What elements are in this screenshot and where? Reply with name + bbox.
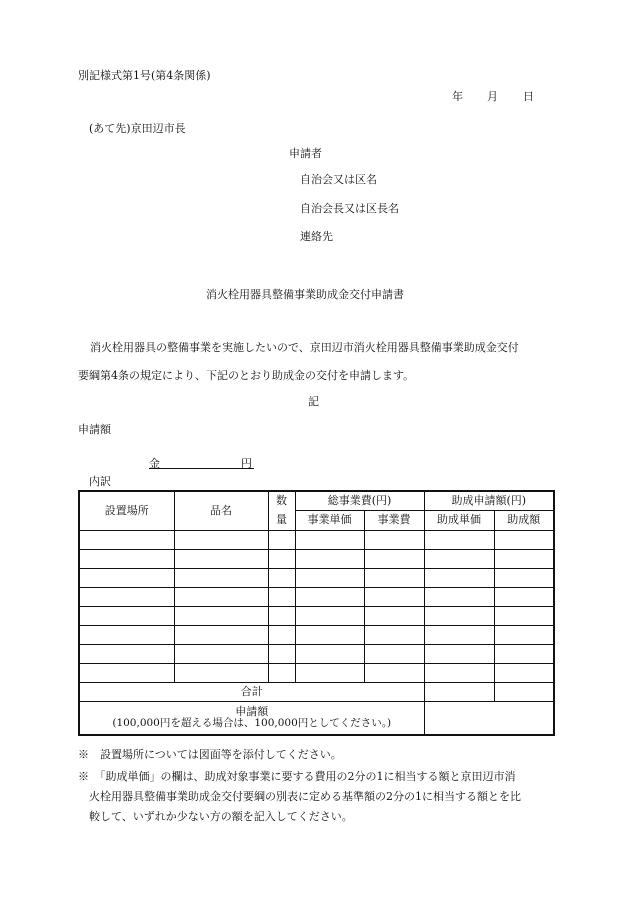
header-subsidy-unit: 助成単価 <box>424 511 494 531</box>
table-cell[interactable] <box>268 550 295 569</box>
table-cell[interactable] <box>295 645 364 664</box>
request-row-label: 申請額 <box>235 705 269 719</box>
table-cell[interactable] <box>174 550 268 569</box>
note-2-line-2: 火栓用器具整備事業助成金交付要綱の別表に定める基準額の2分の1に相当する額とを比 <box>78 790 521 803</box>
table-cell[interactable] <box>268 588 295 607</box>
table-body <box>79 531 554 683</box>
table-cell[interactable] <box>494 607 554 626</box>
table-cell[interactable] <box>295 550 364 569</box>
header-unit-cost: 事業単価 <box>295 511 364 531</box>
table-cell[interactable] <box>424 664 494 683</box>
applicant-field-contact: 連絡先 <box>300 230 333 243</box>
date-year: 年 <box>452 90 463 103</box>
table-cell[interactable] <box>174 645 268 664</box>
breakdown-table <box>78 490 555 736</box>
table-cell[interactable] <box>79 645 174 664</box>
table-row <box>79 626 554 645</box>
ki-marker: 記 <box>308 395 319 408</box>
body-line-1: 消火栓用器具の整備事業を実施したいので、京田辺市消火栓用器具整備事業助成金交付 <box>90 341 519 354</box>
document-title: 消火栓用器具整備事業助成金交付申請書 <box>206 288 404 301</box>
table-cell[interactable] <box>295 569 364 588</box>
header-subsidy: 助成申請額(円) <box>424 491 554 511</box>
table-cell[interactable] <box>494 588 554 607</box>
table-cell[interactable] <box>364 626 424 645</box>
table-cell[interactable] <box>364 664 424 683</box>
table-row <box>79 550 554 569</box>
header-cost: 事業費 <box>364 511 424 531</box>
amount-prefix: 金 <box>149 457 160 470</box>
note-2-line-3: 較して、いずれか少ない方の額を記入してください。 <box>78 810 353 823</box>
total-row <box>79 683 554 702</box>
total-label: 合計 <box>79 683 424 702</box>
table-cell[interactable] <box>174 569 268 588</box>
table-cell[interactable] <box>79 664 174 683</box>
applicant-label: 申請者 <box>289 147 322 160</box>
amount-field <box>149 454 254 469</box>
request-row-note: (100,000円を超える場合は、100,000円としてください。) <box>112 717 392 730</box>
table-cell[interactable] <box>79 531 174 550</box>
table-cell[interactable] <box>268 626 295 645</box>
request-row <box>79 702 554 736</box>
request-amount-label: 申請額 <box>78 423 111 436</box>
table-cell[interactable] <box>364 550 424 569</box>
table-row <box>79 607 554 626</box>
table-row <box>79 645 554 664</box>
table-cell[interactable] <box>268 664 295 683</box>
table-cell[interactable] <box>424 588 494 607</box>
table-cell[interactable] <box>295 664 364 683</box>
table-cell[interactable] <box>424 626 494 645</box>
table-cell[interactable] <box>364 531 424 550</box>
table-cell[interactable] <box>295 607 364 626</box>
table-cell[interactable] <box>494 645 554 664</box>
header-total-cost: 総事業費(円) <box>295 491 424 511</box>
table-cell[interactable] <box>424 645 494 664</box>
table-cell[interactable] <box>268 645 295 664</box>
table-cell[interactable] <box>295 531 364 550</box>
table-cell[interactable] <box>79 569 174 588</box>
total-subsidy-unit-cell[interactable] <box>424 683 494 702</box>
header-location: 設置場所 <box>79 491 174 531</box>
table-cell[interactable] <box>268 569 295 588</box>
table-cell[interactable] <box>268 607 295 626</box>
form-number: 別記様式第1号(第4条関係) <box>78 69 211 82</box>
table-cell[interactable] <box>295 588 364 607</box>
table-cell[interactable] <box>79 588 174 607</box>
date-day: 日 <box>523 90 534 103</box>
table-cell[interactable] <box>79 626 174 645</box>
table-cell[interactable] <box>424 550 494 569</box>
table-cell[interactable] <box>424 607 494 626</box>
table-row <box>79 588 554 607</box>
table-cell[interactable] <box>494 626 554 645</box>
applicant-field-leader: 自治会長又は区長名 <box>300 202 399 215</box>
table-cell[interactable] <box>174 626 268 645</box>
table-cell[interactable] <box>494 550 554 569</box>
table-cell[interactable] <box>364 569 424 588</box>
note-2-line-1: ※ 「助成単価」の欄は、助成対象事業に要する費用の2分の1に相当する額と京田辺市消 <box>78 770 516 783</box>
table-cell[interactable] <box>364 645 424 664</box>
table-cell[interactable] <box>424 531 494 550</box>
total-subsidy-amount-cell[interactable] <box>494 683 554 702</box>
table-cell[interactable] <box>364 588 424 607</box>
header-quantity <box>268 491 295 531</box>
breakdown-label: 内訳 <box>89 475 111 488</box>
amount-suffix: 円 <box>241 457 252 470</box>
table-cell[interactable] <box>174 531 268 550</box>
date-month: 月 <box>487 90 498 103</box>
request-cell <box>79 702 424 736</box>
body-line-2: 要綱第4条の規定により、下記のとおり助成金の交付を申請します。 <box>78 369 415 382</box>
table-row <box>79 569 554 588</box>
table-cell[interactable] <box>79 607 174 626</box>
table-row <box>79 664 554 683</box>
addressee: (あて先)京田辺市長 <box>89 122 186 135</box>
table-cell[interactable] <box>268 531 295 550</box>
table-row <box>79 531 554 550</box>
header-quantity-text: 数 量 <box>276 494 287 526</box>
note-1: ※ 設置場所については図面等を添付してください。 <box>78 748 342 761</box>
table-cell[interactable] <box>79 550 174 569</box>
header-subsidy-amount: 助成額 <box>494 511 554 531</box>
header-item: 品名 <box>174 491 268 531</box>
table-cell[interactable] <box>364 607 424 626</box>
table-cell[interactable] <box>295 626 364 645</box>
table-cell[interactable] <box>494 664 554 683</box>
table-cell[interactable] <box>494 531 554 550</box>
table-cell[interactable] <box>494 569 554 588</box>
request-amount-cell[interactable] <box>424 702 554 736</box>
table-cell[interactable] <box>174 588 268 607</box>
table-cell[interactable] <box>174 607 268 626</box>
table-cell[interactable] <box>174 664 268 683</box>
applicant-field-group: 自治会又は区名 <box>300 173 377 186</box>
table-cell[interactable] <box>424 569 494 588</box>
